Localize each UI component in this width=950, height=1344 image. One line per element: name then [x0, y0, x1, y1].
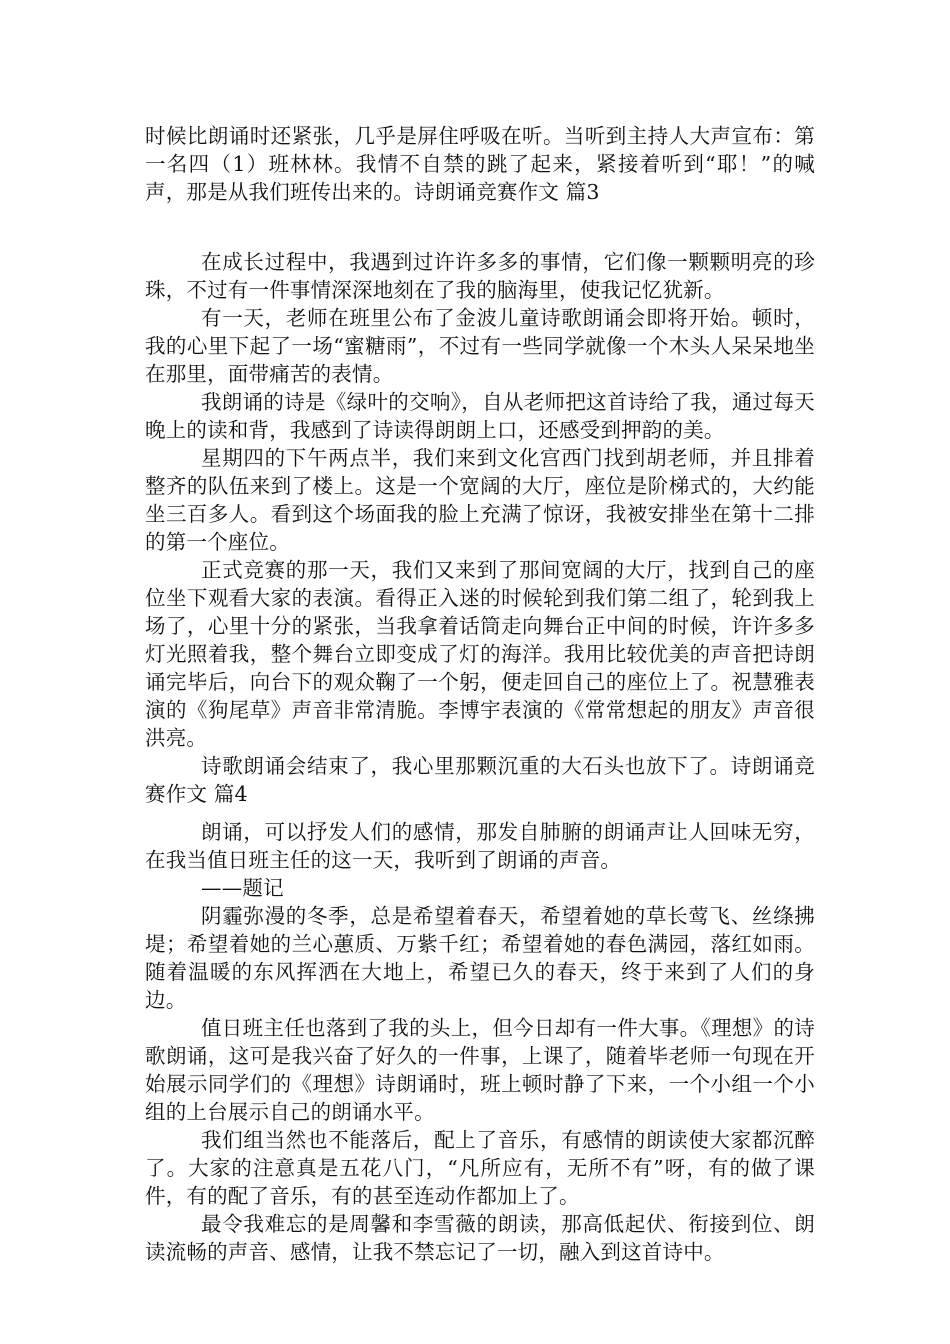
paragraph: 最令我难忘的是周馨和李雪薇的朗读，那高低起伏、衔接到位、朗读流畅的声音、感情，让我不禁忘记了一切，融入到这首诗中。 [145, 1212, 815, 1264]
paragraph: 诗歌朗诵会结束了，我心里那颗沉重的大石头也放下了。诗朗诵竞赛作文 篇4 [145, 754, 815, 806]
paragraph: 时候比朗诵时还紧张，几乎是屏住呼吸在听。当听到主持人大声宣布：第一名四（1）班林林。我情不自禁的跳了起来，紧接着听到“耶！”的喊声，那是从我们班传出来的。诗朗诵竞赛作文 篇3 [145, 124, 815, 204]
paragraph: 值日班主任也落到了我的头上，但今日却有一件大事。《理想》的诗歌朗诵，这可是我兴奋了好久的一件事，上课了，随着毕老师一句现在开始展示同学们的《理想》诗朗诵时，班上顿时静了下来，一个小组一个小组的上台展示自己的朗诵水平。 [145, 1016, 815, 1124]
paragraph: 我们组当然也不能落后，配上了音乐，有感情的朗读使大家都沉醉了。大家的注意真是五花八门，“凡所应有，无所不有”呀，有的做了课件，有的配了音乐，有的甚至连动作都加上了。 [145, 1128, 815, 1208]
paragraph: 我朗诵的诗是《绿叶的交响》，自从老师把这首诗给了我，通过每天晚上的读和背，我感到了诗读得朗朗上口，还感受到押韵的美。 [145, 390, 815, 442]
essay-3-body [145, 248, 815, 808]
paragraph: 有一天，老师在班里公布了金波儿童诗歌朗诵会即将开始。顿时，我的心里下起了一场“蜜糖雨”，不过有一些同学就像一个木头人呆呆地坐在那里，面带痛苦的表情。 [145, 306, 815, 386]
essay-4-body [145, 818, 815, 1266]
paragraph: 正式竞赛的那一天，我们又来到了那间宽阔的大厅，找到自己的座位坐下观看大家的表演。看得正入迷的时候轮到我们第二组了，轮到我上场了，心里十分的紧张，当我拿着话筒走向舞台正中间的时候，许许多多灯光照着我，整个舞台立即变成了灯的海洋。我用比较优美的声音把诗朗诵完毕后，向台下的观众鞠了一个躬，便走回自己的座位上了。祝慧雅表演的《狗尾草》声音非常清脆。李博宇表演的《常常想起的朋友》声音很洪亮。 [145, 558, 815, 750]
essay-2-ending [145, 122, 815, 206]
epigraph-note: ——题记 [201, 876, 284, 900]
paragraph: 阴霾弥漫的冬季，总是希望着春天，希望着她的草长莺飞、丝绦拂堤；希望着她的兰心蕙质、万紫千红；希望着她的春色满园，落红如雨。随着温暖的东风挥洒在大地上，希望已久的春天，终于来到了人们的身边。 [145, 904, 815, 1012]
paragraph: 朗诵，可以抒发人们的感情，那发自肺腑的朗诵声让人回味无穷，在我当值日班主任的这一天，我听到了朗诵的声音。 [145, 820, 815, 872]
paragraph: 星期四的下午两点半，我们来到文化宫西门找到胡老师，并且排着整齐的队伍来到了楼上。这是一个宽阔的大厅，座位是阶梯式的，大约能坐三百多人。看到这个场面我的脸上充满了惊讶，我被安排坐在第十二排的第一个座位。 [145, 446, 815, 554]
paragraph: 在成长过程中，我遇到过许许多多的事情，它们像一颗颗明亮的珍珠，不过有一件事情深深地刻在了我的脑海里，使我记忆犹新。 [145, 250, 815, 302]
